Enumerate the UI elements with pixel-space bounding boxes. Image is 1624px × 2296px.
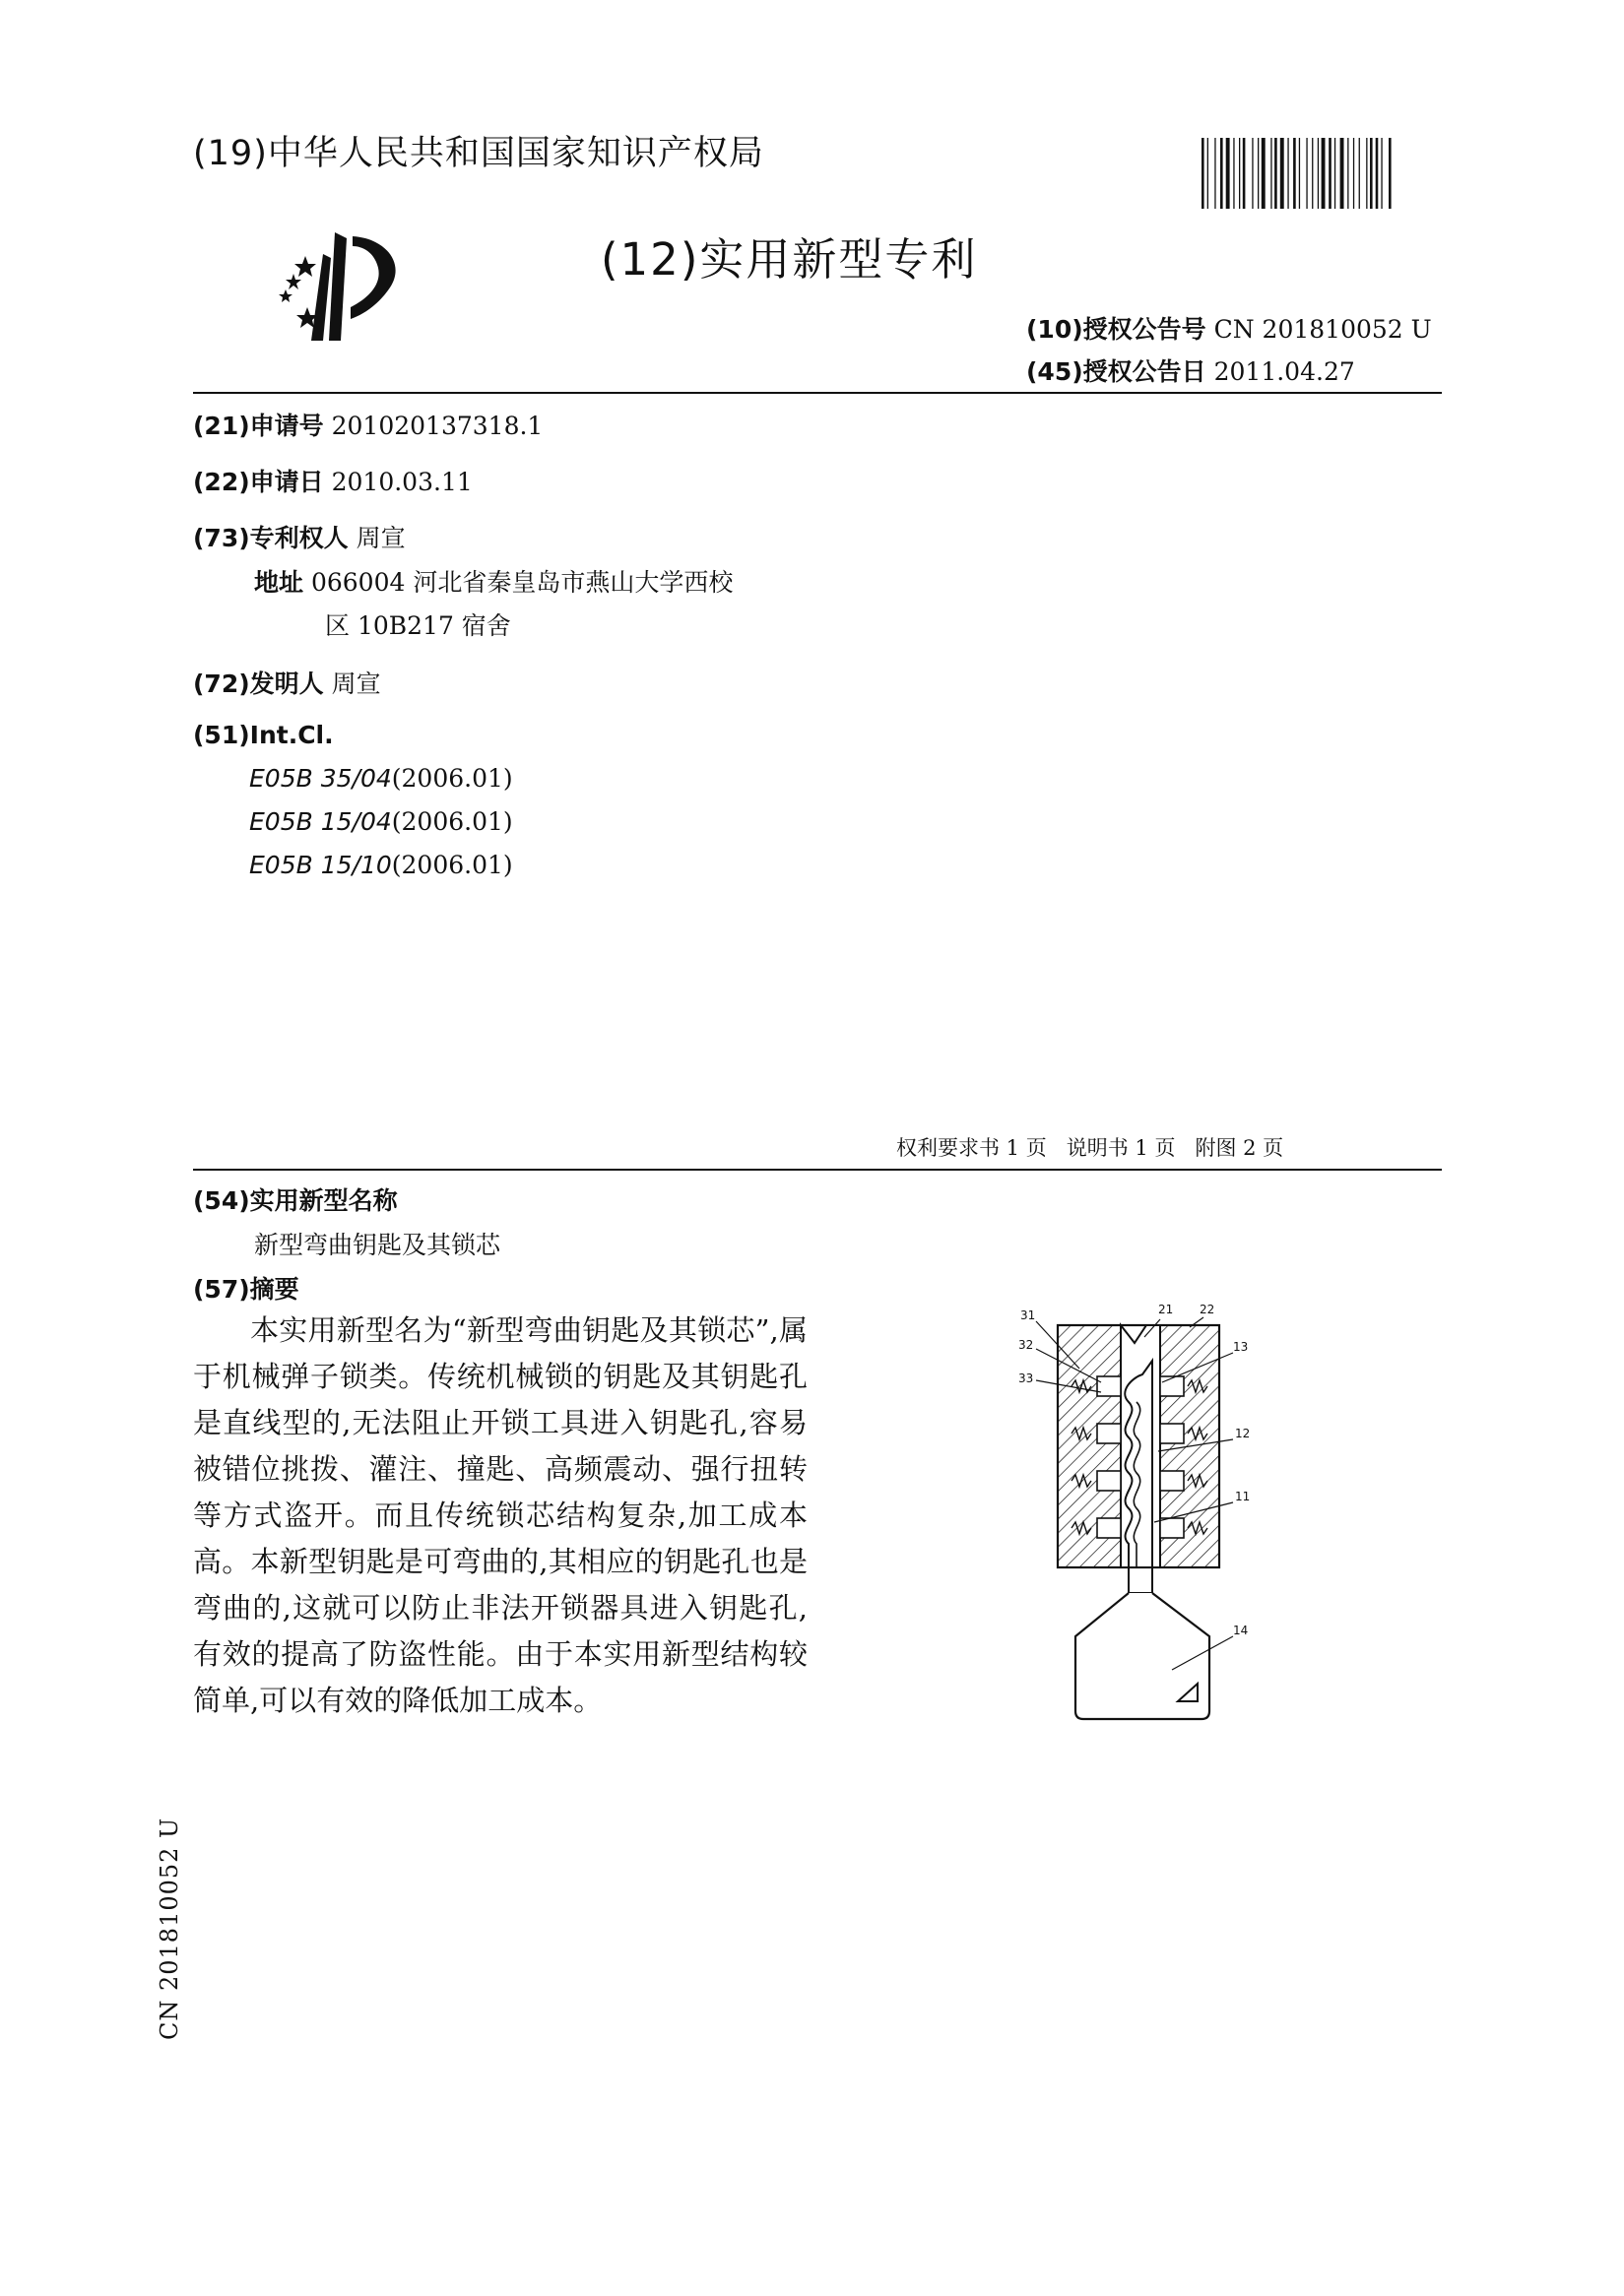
figure-label: 14: [1233, 1624, 1249, 1637]
address-row: [254, 563, 733, 599]
ipc-version: (2006.01): [391, 851, 513, 879]
barcode-bar: [1299, 138, 1300, 209]
barcode-bar: [1207, 138, 1208, 209]
abstract-label: (57)摘要: [193, 1275, 299, 1304]
cnipa-logo-icon: [268, 224, 425, 343]
section-divider: [193, 1169, 1442, 1171]
barcode-bar: [1258, 138, 1259, 209]
ipc-label: (51)Int.Cl.: [193, 721, 334, 749]
patentee-row: [193, 519, 406, 554]
publication-date-row: [1026, 352, 1355, 388]
publication-number-row: [1026, 310, 1432, 346]
barcode-bar: [1334, 138, 1335, 209]
ipc-version: (2006.01): [391, 807, 513, 836]
publication-number-label: (10)授权公告号: [1026, 315, 1206, 344]
address-line-2: 区 10B217 宿舍: [325, 611, 511, 640]
figure-label: 32: [1018, 1338, 1034, 1352]
barcode-bar: [1270, 138, 1271, 209]
publication-date: 2011.04.27: [1213, 357, 1355, 386]
barcode-bar: [1239, 138, 1240, 209]
title-label: (54)实用新型名称: [193, 1186, 398, 1215]
key-head: [1075, 1593, 1209, 1719]
ipc-code: E05B 35/04: [249, 764, 392, 793]
barcode-bar: [1329, 138, 1332, 209]
figure-label: 22: [1200, 1303, 1215, 1316]
address-line-1: 066004 河北省秦皇岛市燕山大学西校: [310, 568, 734, 597]
barcode-bar: [1262, 138, 1266, 209]
ipc-label-row: [193, 721, 334, 749]
barcode-bar: [1214, 138, 1215, 209]
barcode-bar: [1274, 138, 1277, 209]
figure-label: 12: [1235, 1427, 1251, 1440]
barcode-bar: [1220, 138, 1223, 209]
ipc-code: E05B 15/10: [249, 851, 392, 879]
figure-label: 33: [1018, 1371, 1034, 1385]
abstract-figure: [1014, 1298, 1251, 1731]
address-label: 地址: [254, 568, 304, 597]
barcode-bar: [1381, 138, 1382, 209]
figure-label: 21: [1158, 1303, 1174, 1316]
barcode-bar: [1353, 138, 1354, 209]
barcode-bar: [1322, 138, 1326, 209]
ipc-code: E05B 15/04: [249, 807, 392, 836]
barcode-bar: [1306, 138, 1307, 209]
figure-label: 11: [1235, 1490, 1251, 1503]
header-divider: [193, 392, 1442, 394]
barcode-bar: [1366, 138, 1367, 209]
ipc-entry: [249, 851, 513, 879]
application-number-label: (21)申请号: [193, 412, 324, 440]
page-counts: 权利要求书 1 页 说明书 1 页 附图 2 页: [896, 1136, 1284, 1160]
application-number: 201020137318.1: [331, 412, 544, 440]
utility-model-title: 新型弯曲钥匙及其锁芯: [254, 1231, 501, 1259]
side-publication-number: CN 201810052 U: [156, 1817, 183, 2040]
barcode-bar: [1280, 138, 1284, 209]
barcode-bar: [1243, 138, 1246, 209]
barcode-bar: [1376, 138, 1379, 209]
publication-date-label: (45)授权公告日: [1026, 357, 1206, 386]
barcode-icon: [1200, 138, 1442, 209]
barcode-bar: [1252, 138, 1253, 209]
publication-number: CN 201810052 U: [1213, 315, 1432, 344]
barcode-bar: [1287, 138, 1288, 209]
application-number-row: [193, 407, 543, 442]
barcode-bar: [1370, 138, 1373, 209]
barcode-bar: [1389, 138, 1392, 209]
inventor: 周宣: [331, 670, 381, 698]
abstract-text: 本实用新型名为“新型弯曲钥匙及其锁芯”,属于机械弹子锁类。传统机械锁的钥匙及其钥匙孔是直线型的,无法阻止开锁工具进入钥匙孔,容易被错位挑拨、灌注、撞匙、高频震动、强行扭转等方式盗开。而且传统锁芯结构复杂,加工成本高。本新型钥匙是可弯曲的,其相应的钥匙孔也是弯曲的,这就可以防止非法开锁器具进入钥匙孔,有效的提高了防盗性能。由于本实用新型结构较简单,可以有效的降低加工成本。: [193, 1313, 808, 1717]
barcode-bar: [1226, 138, 1230, 209]
patentee-label: (73)专利权人: [193, 524, 349, 552]
inventor-label: (72)发明人: [193, 670, 324, 698]
barcode-bar: [1233, 138, 1234, 209]
barcode-bar: [1318, 138, 1319, 209]
ipc-entry: [249, 764, 513, 793]
patentee: 周宣: [356, 524, 406, 552]
figure-label: 13: [1233, 1340, 1249, 1354]
filing-date-row: [193, 463, 473, 498]
filing-date: 2010.03.11: [331, 468, 473, 496]
barcode-bar: [1312, 138, 1313, 209]
ipc-entry: [249, 807, 513, 836]
document-type: (12)实用新型专利: [601, 233, 978, 286]
office-name: (19)中华人民共和国国家知识产权局: [193, 134, 764, 173]
ipc-version: (2006.01): [391, 764, 513, 793]
title-section-label: [193, 1181, 398, 1217]
barcode-bar: [1202, 138, 1204, 209]
barcode-bar: [1359, 138, 1360, 209]
barcode-bar: [1293, 138, 1296, 209]
figure-label: 31: [1020, 1308, 1036, 1322]
abstract-section-label: [193, 1270, 299, 1306]
filing-date-label: (22)申请日: [193, 468, 324, 496]
barcode-bar: [1340, 138, 1344, 209]
barcode-bar: [1347, 138, 1348, 209]
inventor-row: [193, 665, 381, 700]
